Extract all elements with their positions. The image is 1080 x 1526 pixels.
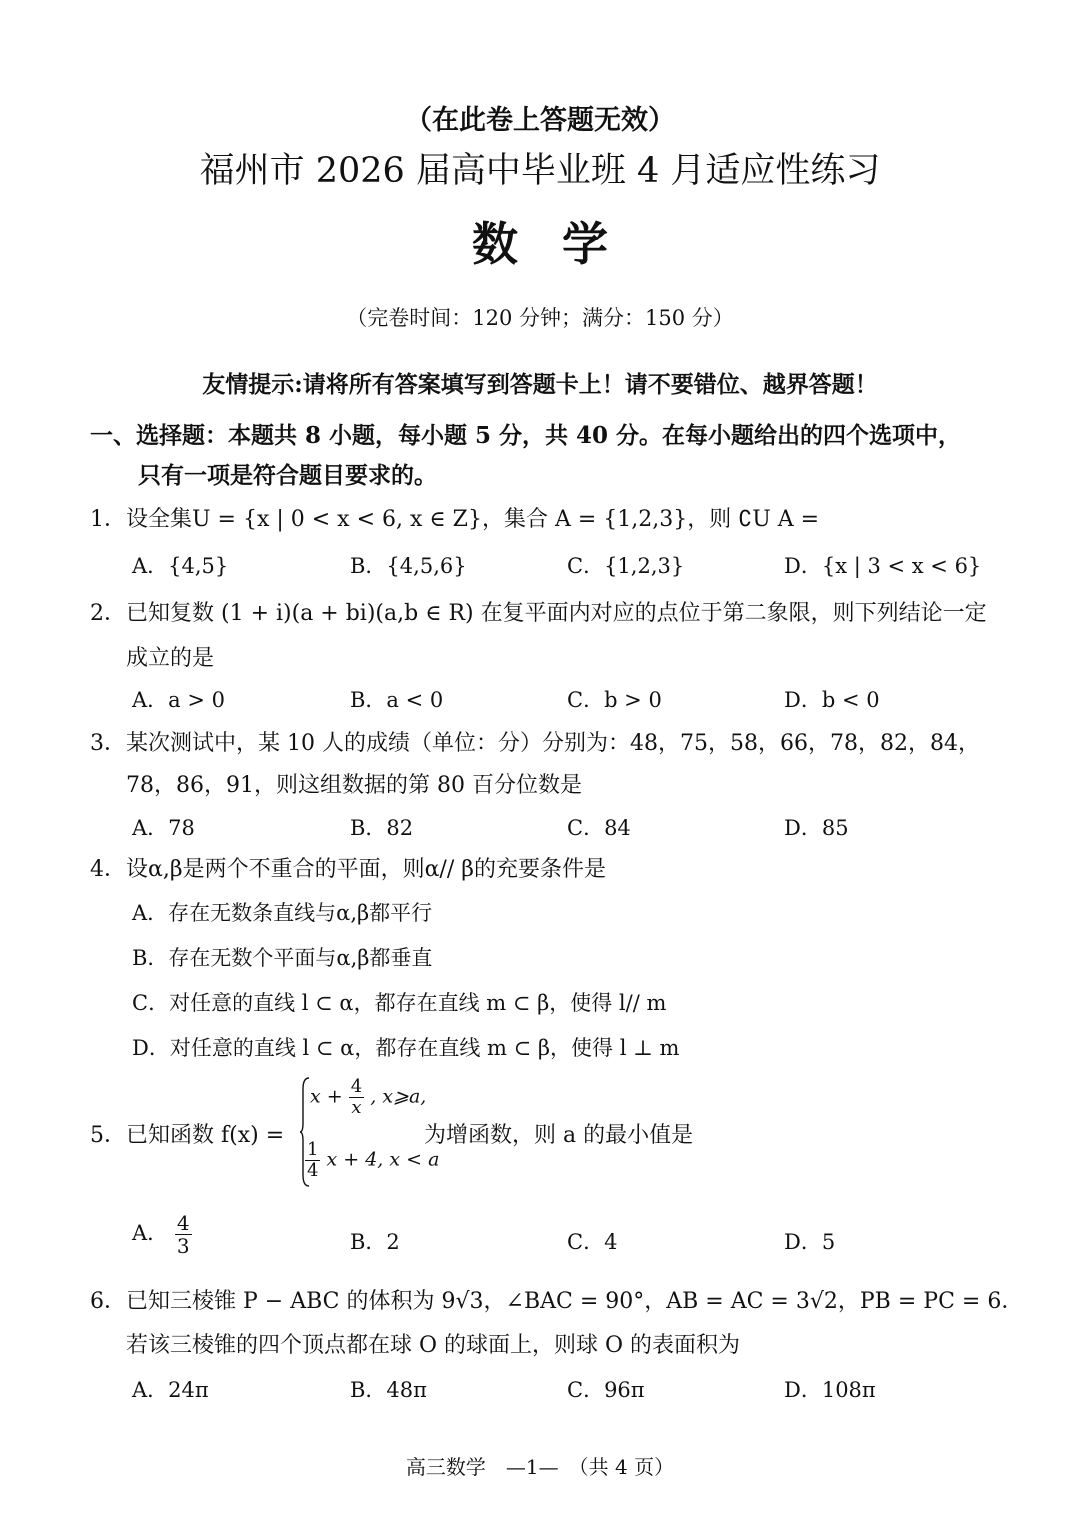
q3-option-a: A．78 <box>132 816 195 840</box>
q4-option-b: B．存在无数个平面与α,β都垂直 <box>132 946 433 970</box>
q3-option-d: D．85 <box>784 816 849 840</box>
q1-option-d: D．{x | 3 < x < 6} <box>784 554 982 578</box>
q2-option-d: D．b < 0 <box>784 688 880 712</box>
q1-option-b: B．{4,5,6} <box>350 554 467 578</box>
q5-case1-denominator: x <box>351 1097 362 1118</box>
q5-case1-numerator: 4 <box>350 1076 363 1097</box>
section-heading <box>90 416 961 496</box>
q2-stem-line1: 2．已知复数 (1 + i)(a + bi)(a,b ∈ R) 在复平面内对应的点位于第二象限，则下列结论一定 <box>90 601 987 626</box>
q5-option-b: B．2 <box>350 1230 400 1254</box>
q6-option-d: D．108π <box>784 1378 876 1402</box>
q2-option-b: B．a < 0 <box>350 688 444 712</box>
q6-stem-line2: 若该三棱锥的四个顶点都在球 O 的球面上，则球 O 的表面积为 <box>126 1333 741 1358</box>
q6-stem-line1: 6．已知三棱锥 P − ABC 的体积为 9√3，∠BAC = 90°，AB = AC = 3√2，PB = PC = 6． <box>90 1289 1024 1314</box>
q4-option-a: A．存在无数条直线与α,β都平行 <box>132 901 433 925</box>
q4-option-d: D．对任意的直线 l ⊂ α，都存在直线 m ⊂ β，使得 l ⊥ m <box>132 1036 680 1060</box>
q5-option-a-numerator: 4 <box>176 1211 190 1235</box>
page-footer: 高三数学 —1— （共 4 页） <box>405 1455 675 1479</box>
q6-option-c: C．96π <box>567 1378 645 1402</box>
q2-option-c: C．b > 0 <box>567 688 662 712</box>
q5-option-a-denominator: 3 <box>176 1234 190 1258</box>
section-heading-line1: 一、选择题：本题共 8 小题，每小题 5 分，共 40 分。在每小题给出的四个选项中， <box>90 422 962 449</box>
q6-option-a: A．24π <box>132 1378 209 1402</box>
q4-stem: 4．设α,β是两个不重合的平面，则α// β的充要条件是 <box>90 857 606 882</box>
q5-case2-expr: x + 4, x < a <box>326 1148 440 1171</box>
q5-option-a-label: A． <box>132 1221 169 1245</box>
time-info: （完卷时间：120 分钟；满分：150 分） <box>346 306 734 330</box>
q5-case1-fraction <box>349 1077 364 1118</box>
q5-option-c: C．4 <box>567 1230 618 1254</box>
q1-option-c: C．{1,2,3} <box>567 554 685 578</box>
subject-title: 数学 <box>472 217 652 271</box>
q5-case1-condition: , x⩾a, <box>370 1085 427 1108</box>
q4-option-c: C．对任意的直线 l ⊂ α，都存在直线 m ⊂ β，使得 l// m <box>132 991 667 1015</box>
q5-suffix: 为增函数，则 a 的最小值是 <box>424 1123 694 1148</box>
q1-option-a: A．{4,5} <box>132 554 229 578</box>
q3-stem-line2: 78，86，91，则这组数据的第 80 百分位数是 <box>126 773 582 798</box>
q2-stem-line2: 成立的是 <box>126 646 215 671</box>
q3-option-b: B．82 <box>350 816 414 840</box>
q2-option-a: A．a > 0 <box>132 688 225 712</box>
q5-case2-fraction <box>305 1140 320 1181</box>
q5-option-a-fraction <box>175 1212 192 1257</box>
q5-case2-numerator: 1 <box>307 1139 319 1160</box>
q5-case1-lead: x + <box>310 1085 343 1108</box>
q5-option-d: D．5 <box>784 1230 836 1254</box>
q5-case2 <box>305 1140 439 1181</box>
invalid-notice: （在此卷上答题无效） <box>405 105 675 136</box>
section-heading-line2: 只有一项是符合题目要求的。 <box>138 462 437 489</box>
exam-title: 福州市 2026 届高中毕业班 4 月适应性练习 <box>199 151 881 191</box>
q3-stem-line1: 3．某次测试中，某 10 人的成绩（单位：分）分别为：48，75，58，66，78，82，84， <box>90 731 980 756</box>
q5-prefix: 5．已知函数 f(x) = <box>90 1123 285 1148</box>
q3-option-c: C．84 <box>567 816 631 840</box>
q1-stem: 1．设全集U = {x | 0 < x < 6, x ∈ Z}，集合 A = {1,2,3}，则 ∁U A = <box>90 507 820 532</box>
q5-case2-denominator: 4 <box>307 1160 319 1181</box>
q5-option-a <box>132 1212 192 1257</box>
q5-case1 <box>310 1077 426 1118</box>
friendly-tip: 友情提示:请将所有答案填写到答题卡上！请不要错位、越界答题！ <box>202 371 878 398</box>
q6-option-b: B．48π <box>350 1378 427 1402</box>
